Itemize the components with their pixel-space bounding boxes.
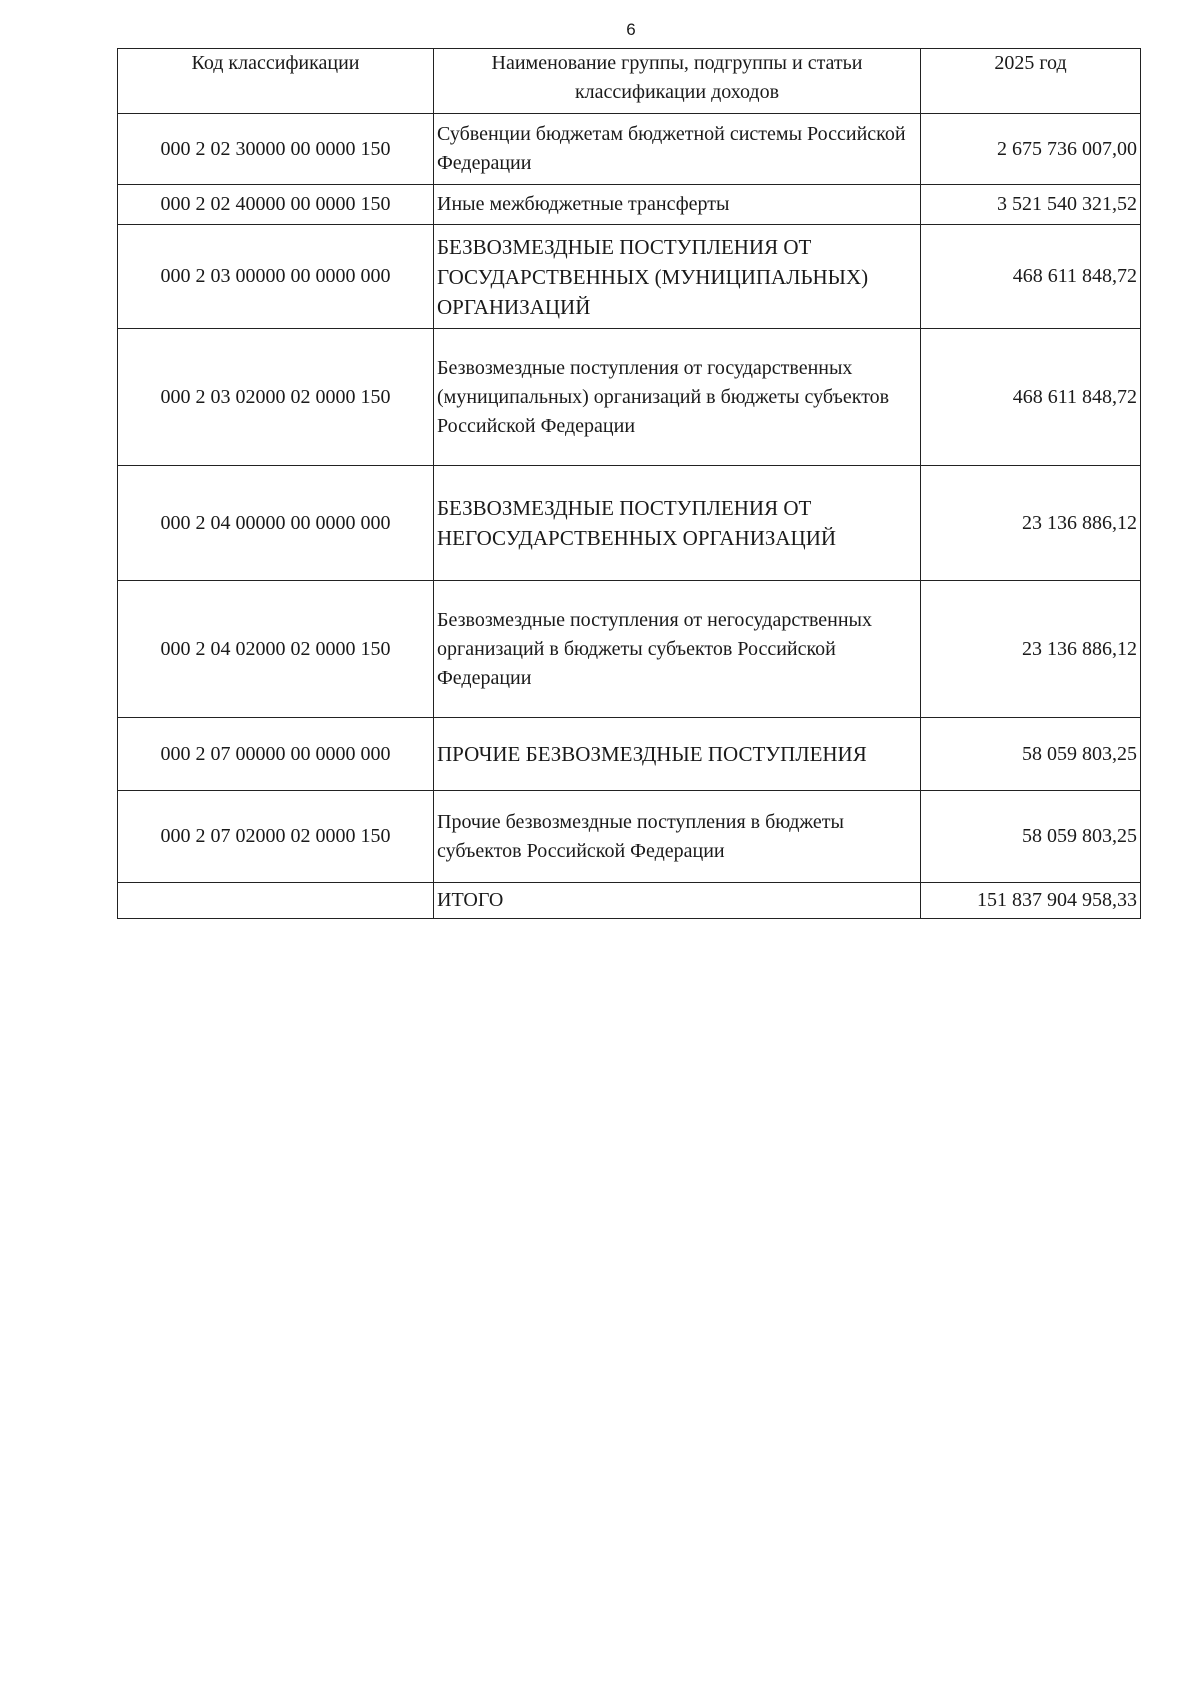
row-value: 468 611 848,72	[921, 225, 1141, 329]
total-value: 151 837 904 958,33	[921, 883, 1141, 919]
row-code: 000 2 07 00000 00 0000 000	[118, 718, 434, 791]
header-code: Код классификации	[118, 49, 434, 114]
table-row	[118, 466, 1141, 581]
total-label: ИТОГО	[434, 883, 921, 919]
table-row	[118, 329, 1141, 466]
table-header-row	[118, 49, 1141, 114]
header-name: Наименование группы, подгруппы и статьи классификации доходов	[434, 49, 921, 114]
row-code: 000 2 03 00000 00 0000 000	[118, 225, 434, 329]
revenue-table	[117, 48, 1141, 919]
row-value: 3 521 540 321,52	[921, 185, 1141, 225]
row-value: 2 675 736 007,00	[921, 114, 1141, 185]
row-code: 000 2 04 02000 02 0000 150	[118, 581, 434, 718]
row-name: Иные межбюджетные трансферты	[434, 185, 921, 225]
row-code: 000 2 04 00000 00 0000 000	[118, 466, 434, 581]
table-row	[118, 718, 1141, 791]
row-code: 000 2 07 02000 02 0000 150	[118, 791, 434, 883]
table-row	[118, 791, 1141, 883]
table-row	[118, 185, 1141, 225]
row-name: Безвозмездные поступления от негосударственных организаций в бюджеты субъектов Российской Федерации	[434, 581, 921, 718]
row-value: 58 059 803,25	[921, 718, 1141, 791]
row-name: Безвозмездные поступления от государственных (муниципальных) организаций в бюджеты субъектов Российской Федерации	[434, 329, 921, 466]
table-row	[118, 225, 1141, 329]
row-name: ПРОЧИЕ БЕЗВОЗМЕЗДНЫЕ ПОСТУПЛЕНИЯ	[434, 718, 921, 791]
total-code	[118, 883, 434, 919]
row-name: БЕЗВОЗМЕЗДНЫЕ ПОСТУПЛЕНИЯ ОТ НЕГОСУДАРСТВЕННЫХ ОРГАНИЗАЦИЙ	[434, 466, 921, 581]
table-row	[118, 581, 1141, 718]
row-code: 000 2 02 30000 00 0000 150	[118, 114, 434, 185]
row-value: 468 611 848,72	[921, 329, 1141, 466]
row-name: Субвенции бюджетам бюджетной системы Российской Федерации	[434, 114, 921, 185]
row-code: 000 2 02 40000 00 0000 150	[118, 185, 434, 225]
row-name: БЕЗВОЗМЕЗДНЫЕ ПОСТУПЛЕНИЯ ОТ ГОСУДАРСТВЕННЫХ (МУНИЦИПАЛЬНЫХ) ОРГАНИЗАЦИЙ	[434, 225, 921, 329]
page-number: 6	[626, 20, 636, 39]
row-value: 23 136 886,12	[921, 466, 1141, 581]
row-value: 23 136 886,12	[921, 581, 1141, 718]
table-row	[118, 114, 1141, 185]
row-name: Прочие безвозмездные поступления в бюджеты субъектов Российской Федерации	[434, 791, 921, 883]
row-code: 000 2 03 02000 02 0000 150	[118, 329, 434, 466]
header-value: 2025 год	[921, 49, 1141, 114]
row-value: 58 059 803,25	[921, 791, 1141, 883]
total-row	[118, 883, 1141, 919]
